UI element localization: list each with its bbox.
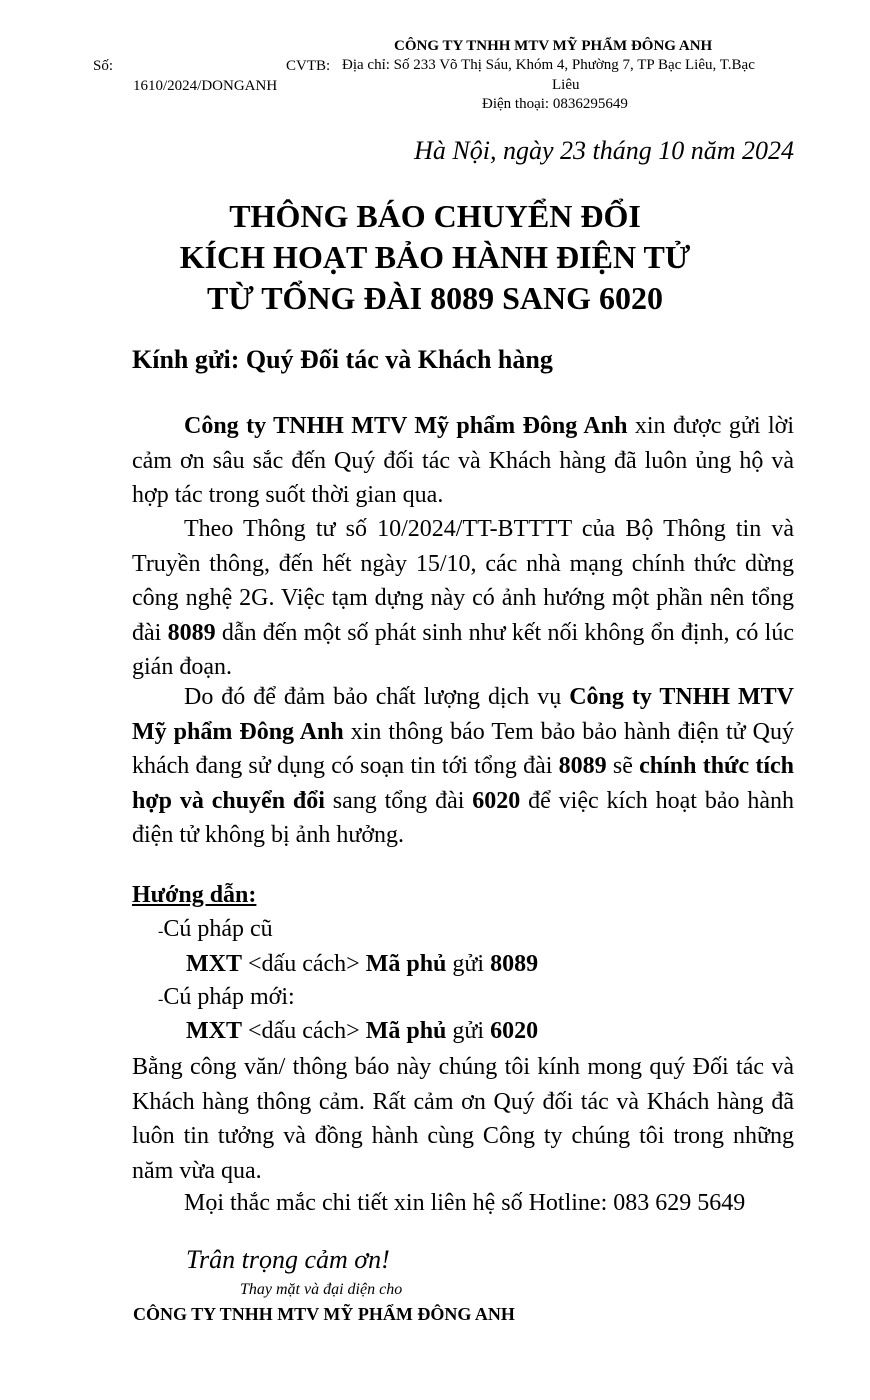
hotline-old-number: 8089 [167,619,216,646]
company-name: Công ty TNHH MTV Mỹ phẩm Đông Anh [184,413,628,439]
new-syntax-text: Cú pháp mới: [163,984,295,1010]
hotline-old-number: 8089 [558,753,607,779]
title-line-2: KÍCH HOẠT BẢO HÀNH ĐIỆN TỬ [179,239,691,275]
syntax-code: Mã phủ [365,951,447,977]
title-line-3: TỪ TỔNG ĐÀI 8089 SANG 6020 [206,280,664,316]
paragraph-announcement [132,680,794,853]
paragraph-text: sẽ [606,753,640,779]
paragraph-text: Theo Thông tư số 10/2024/TT-BTTTT của Bộ Thông tin và Truyền thông, đến hết ngày 15/10, các nhà mạng chính thức dừng công nghệ 2G. Việc tạm dựng này có ảnh hướng một phần nên tổng đài [132,516,794,646]
new-syntax-label [158,984,295,1011]
date-line: Hà Nội, ngày 23 tháng 10 năm 2024 [414,136,794,165]
new-syntax [186,1018,538,1045]
bullet: - [158,923,164,940]
hotline-text: Mọi thắc mắc chi tiết xin liên hệ số Hotline: 083 629 5649 [184,1190,746,1216]
cvtb-label: CVTB: [286,58,331,74]
header-phone: Điện thoại: 0836295649 [482,96,628,112]
syntax-space: <dấu cách> [242,1018,366,1044]
paragraph-text: dẫn đến một số phát sinh như kết nối không ổn định, có lúc gián đoạn. [132,619,794,680]
paragraph-apology: Bằng công văn/ thông báo này chúng tôi kính mong quý Đối tác và Khách hàng thông cảm. Rất cảm ơn Quý đối tác và Khách hàng đã luôn tin tưởng và đồng hành cùng Công ty chúng tôi trong những năm vừa qua. [132,1054,794,1184]
paragraph-text: xin thông báo Tem bảo bảo hành điện tử Quý khách đang sử dụng có soạn tin tới tổng đài [132,718,794,779]
bullet: - [158,991,164,1008]
paragraph-text: sang tổng đài [324,787,473,814]
old-syntax-text: Cú pháp cũ [163,916,273,942]
title-line-1: THÔNG BÁO CHUYỂN ĐỔI [229,198,641,234]
signature-on-behalf: Thay mặt và đại diện cho [240,1281,403,1298]
syntax-space: <dấu cách> [242,951,366,977]
signature-company: CÔNG TY TNHH MTV MỸ PHẨM ĐÔNG ANH [133,1304,515,1324]
hotline-old-number: 8089 [490,951,539,977]
paragraph-circular [132,512,794,685]
header-address-cont: Liêu [552,77,580,93]
paragraph-text: Do đó để đảm bảo chất lượng dịch vụ [184,684,570,710]
syntax-send: gửi [446,951,491,977]
salutation: Kính gửi: Quý Đối tác và Khách hàng [132,345,553,374]
company-name: Công ty TNHH MTV Mỹ phẩm Đông Anh [132,684,794,745]
syntax-code: Mã phủ [365,1018,447,1044]
doc-number: 1610/2024/DONGANH [133,78,278,94]
highlight-text: chính thức tích hợp và chuyển đổi [132,753,794,814]
syntax-send: gửi [446,1018,491,1044]
closing: Trân trọng cảm ơn! [186,1245,390,1274]
old-syntax [186,951,538,978]
guide-heading: Hướng dẫn: [132,882,257,908]
syntax-keyword: MXT [186,951,242,977]
paragraph-text: để việc kích hoạt bảo hành điện tử không bị ảnh hưởng. [132,787,794,848]
paragraph-hotline [132,1186,794,1221]
old-syntax-label [158,916,273,943]
header-company: CÔNG TY TNHH MTV MỸ PHẨM ĐÔNG ANH [394,38,713,54]
syntax-keyword: MXT [186,1018,242,1044]
paragraph-thanks [132,409,794,513]
paragraph-text: xin được gửi lời cảm ơn sâu sắc đến Quý đối tác và Khách hàng đã luôn ủng hộ và hợp tác trong suốt thời gian qua. [132,413,794,508]
doc-number-label: Số: [93,58,114,74]
hotline-new-number: 6020 [490,1018,539,1044]
header-address: Địa chỉ: Số 233 Võ Thị Sáu, Khóm 4, Phường 7, TP Bạc Liêu, T.Bạc [342,57,755,73]
hotline-new-number: 6020 [472,787,521,814]
